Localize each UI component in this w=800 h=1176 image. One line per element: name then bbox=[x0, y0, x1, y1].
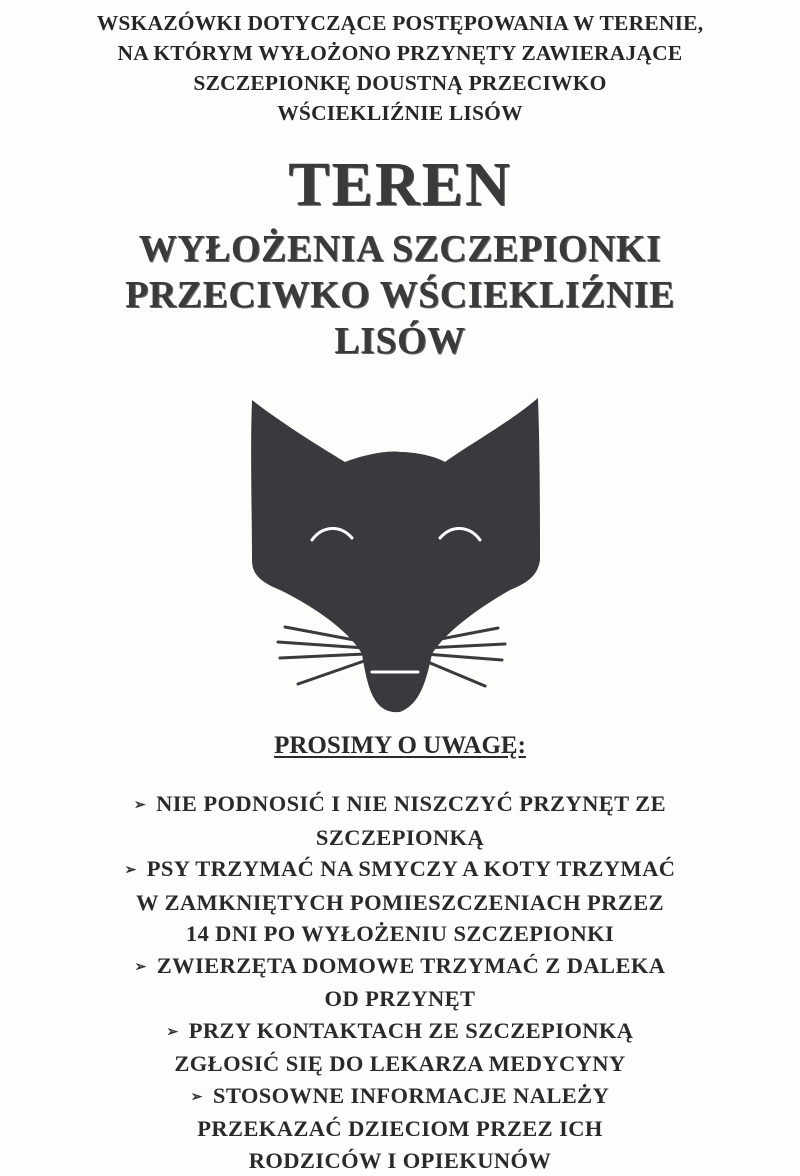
rule-line: ZGŁOSIĆ SIĘ DO LEKARZA MEDYCYNY bbox=[0, 1048, 800, 1080]
rule-line: PRZY KONTAKTACH ZE SZCZEPIONKĄ bbox=[189, 1018, 634, 1043]
subtitle-line: PRZECIWKO WŚCIEKLIŹNIE bbox=[0, 272, 800, 318]
rule-line: PSY TRZYMAĆ NA SMYCZY A KOTY TRZYMAĆ bbox=[147, 856, 676, 881]
attention-heading: PROSIMY O UWAGĘ: bbox=[0, 730, 800, 762]
bullet-arrow-icon: ➢ bbox=[134, 790, 146, 822]
subtitle-line: LISÓW bbox=[0, 318, 800, 364]
list-item bbox=[0, 950, 800, 1015]
list-item bbox=[0, 1015, 800, 1080]
rule-line: 14 DNI PO WYŁOŻENIU SZCZEPIONKI bbox=[0, 918, 800, 950]
rule-line: W ZAMKNIĘTYCH POMIESZCZENIACH PRZEZ bbox=[0, 887, 800, 919]
page-subtitle bbox=[0, 226, 800, 364]
rule-line: NIE PODNOSIĆ I NIE NISZCZYĆ PRZYNĘT ZE bbox=[156, 791, 666, 816]
list-item bbox=[0, 853, 800, 950]
rules-list bbox=[0, 788, 800, 1176]
rule-line: PRZEKAZAĆ DZIECIOM PRZEZ ICH bbox=[0, 1113, 800, 1145]
header-line: SZCZEPIONKĘ DOUSTNĄ PRZECIWKO bbox=[0, 68, 800, 98]
page-title: TEREN bbox=[0, 150, 800, 220]
header-instructions bbox=[0, 8, 800, 128]
bullet-arrow-icon: ➢ bbox=[135, 952, 147, 984]
fox-head-icon bbox=[240, 392, 550, 717]
bullet-arrow-icon: ➢ bbox=[191, 1082, 203, 1114]
rule-line: RODZICÓW I OPIEKUNÓW bbox=[0, 1145, 800, 1176]
subtitle-line: WYŁOŻENIA SZCZEPIONKI bbox=[0, 226, 800, 272]
rule-line: ZWIERZĘTA DOMOWE TRZYMAĆ Z DALEKA bbox=[157, 953, 666, 978]
header-line: WŚCIEKLIŹNIE LISÓW bbox=[0, 98, 800, 128]
fox-head-silhouette bbox=[251, 398, 540, 712]
header-line: WSKAZÓWKI DOTYCZĄCE POSTĘPOWANIA W TERENIE, bbox=[0, 8, 800, 38]
list-item bbox=[0, 788, 800, 853]
bullet-arrow-icon: ➢ bbox=[167, 1017, 179, 1049]
rule-line: SZCZEPIONKĄ bbox=[0, 822, 800, 854]
bullet-arrow-icon: ➢ bbox=[125, 855, 137, 887]
rule-line: OD PRZYNĘT bbox=[0, 983, 800, 1015]
list-item bbox=[0, 1080, 800, 1176]
rule-line: STOSOWNE INFORMACJE NALEŻY bbox=[213, 1083, 609, 1108]
header-line: NA KTÓRYM WYŁOŻONO PRZYNĘTY ZAWIERAJĄCE bbox=[0, 38, 800, 68]
